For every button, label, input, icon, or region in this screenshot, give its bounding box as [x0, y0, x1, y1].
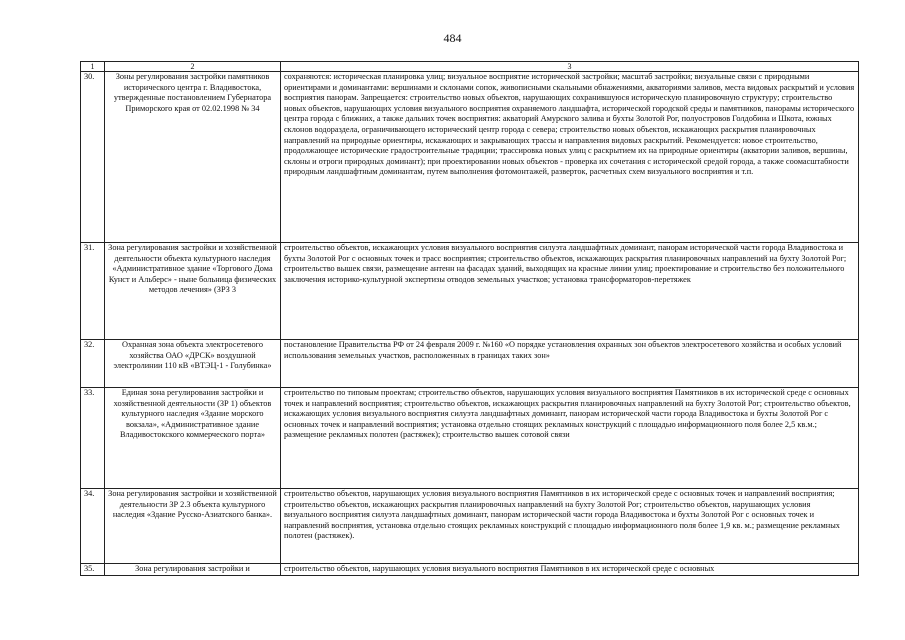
zone-name: Зона регулирования застройки и хозяйственной деятельности ЗР 2.3 объекта культурного наследия «Здание Русско-Азиатского банка».: [105, 489, 281, 564]
restrictions-table: [80, 61, 859, 576]
row-number: 31.: [81, 243, 105, 340]
zone-name: Единая зона регулирования застройки и хозяйственной деятельности (ЗР 1) объектов культурного наследия «Здание морского вокзала», «Административное здание Владивостокского коммерческого порта»: [105, 388, 281, 489]
table-row: [81, 340, 859, 388]
header-col-2: 2: [105, 62, 281, 72]
header-col-3: 3: [281, 62, 859, 72]
zone-restrictions: строительство объектов, нарушающих условия визуального восприятия Памятников в их исторической среде с основных: [281, 564, 859, 576]
table-row: [81, 489, 859, 564]
row-number: 34.: [81, 489, 105, 564]
zone-name: Зоны регулирования застройки памятников исторического центра г. Владивостока, утвержденные постановлением Губернатора Приморского края от 02.02.1998 № 34: [105, 72, 281, 243]
table-row: [81, 243, 859, 340]
table-row: [81, 388, 859, 489]
page-number: 484: [443, 31, 462, 45]
row-number: 35.: [81, 564, 105, 576]
table-row: [81, 564, 859, 576]
zone-restrictions: строительство по типовым проектам; строительство объектов, нарушающих условия визуального восприятия Памятников в их исторической среде с основных точек и направлений восприятия; строительство объектов, искажающих раскрытия планировочных направлений на бухту Золотой Рог; строительство объектов, искажающих условия визуального восприятия силуэта ландшафтных доминант, панорам исторической части города Владивостока и бухты Золотой Рог с основных точек и направлений восприятия; установка отдельно стоящих рекламных конструкций с площадью информационного поля более 2,5 кв.м.; размещение рекламных полотен (растяжек); строительство вышек сотовой связи: [281, 388, 859, 489]
table-header-row: [81, 62, 859, 72]
row-number: 32.: [81, 340, 105, 388]
zone-restrictions: постановление Правительства РФ от 24 февраля 2009 г. №160 «О порядке установления охранных зон объектов электросетевого хозяйства и особых условий использования земельных участков, расположенных в границах таких зон»: [281, 340, 859, 388]
zone-restrictions: сохраняются: историческая планировка улиц; визуальное восприятие исторической застройки; масштаб застройки; визуальные связи с природными ориентирами и доминантами: вершинами и склонами сопок, живописными скальными обнажениями, акваториями заливов, места видовых раскрытий и условия восприятия панорам. Запрещается: строительство новых объектов, нарушающих сохранившуюся историческую планировочную структуру; строительство новых объектов, нарушающих условия визуального восприятия охраняемого ландшафта, исторической городской среды и памятников, панорамы исторического центра города с ближних, а также дальних точек восприятия: акваторий Амурского залива и бухты Золотой Рог, полуостровов Голдобина и Шкота, южных склонов водораздела, ограничивающего исторический центр города с севера; строительство новых объектов, искажающих раскрытия планировочных направлений на природные ориентиры, искажающих и закрывающих трассы и направления видовых раскрытий. Рекомендуется: новое строительство, продолжающее исторические градостроительные традиции; трассировка новых улиц с раскрытием их на природные ориентиры (акватории заливов, вершины, склоны и отроги природных доминант); при проектировании новых объектов - проверка их сочетания с исторической средой города, а также соомасштабности природным ландшафтным доминантам, путем выполнения фотомонтажей, разверток, расчетных схем визуального восприятия и т.п.: [281, 72, 859, 243]
row-number: 33.: [81, 388, 105, 489]
zone-restrictions: строительство объектов, искажающих условия визуального восприятия силуэта ландшафтных доминант, панорам исторической части города Владивостока и бухты Золотой Рог с основных точек и трасс восприятия; строительство объектов, искажающих раскрытия планировочных направлений на бухту Золотой Рог; строительство вышек связи, размещение антенн на фасадах зданий, выходящих на красные линии улиц; проектирование и строительство без положительного заключения историко-культурной экспертизы отводов земельных участков; установка трансформаторов-перетяжек: [281, 243, 859, 340]
row-number: 30.: [81, 72, 105, 243]
table-row: [81, 72, 859, 243]
zone-name: Зона регулирования застройки и хозяйственной деятельности объекта культурного наследия «Административное здание «Торгового Дома Кунст и Альберс» - ныне больница физических методов лечения» (ЗРЗ 3: [105, 243, 281, 340]
header-col-1: 1: [81, 62, 105, 72]
zone-name: Зона регулирования застройки и: [105, 564, 281, 576]
zone-restrictions: строительство объектов, нарушающих условия визуального восприятия Памятников в их исторической среде с основных точек и направлений восприятия; строительство объектов, искажающих раскрытия планировочных направлений на бухту Золотой Рог; строительство объектов, нарушающих условия визуального восприятия силуэта ландшафтных доминант, панорам исторической части города Владивостока и бухты Золотой Рог с основных точек и направлений восприятия, установка отдельно стоящих рекламных конструкций с площадью информационного поля более 1,9 кв. м.; размещение рекламных полотен (растяжек).: [281, 489, 859, 564]
zone-name: Охранная зона объекта электросетевого хозяйства ОАО «ДРСК» воздушной электролинии 110 кВ «ВТЭЦ-1 - Голубинка»: [105, 340, 281, 388]
